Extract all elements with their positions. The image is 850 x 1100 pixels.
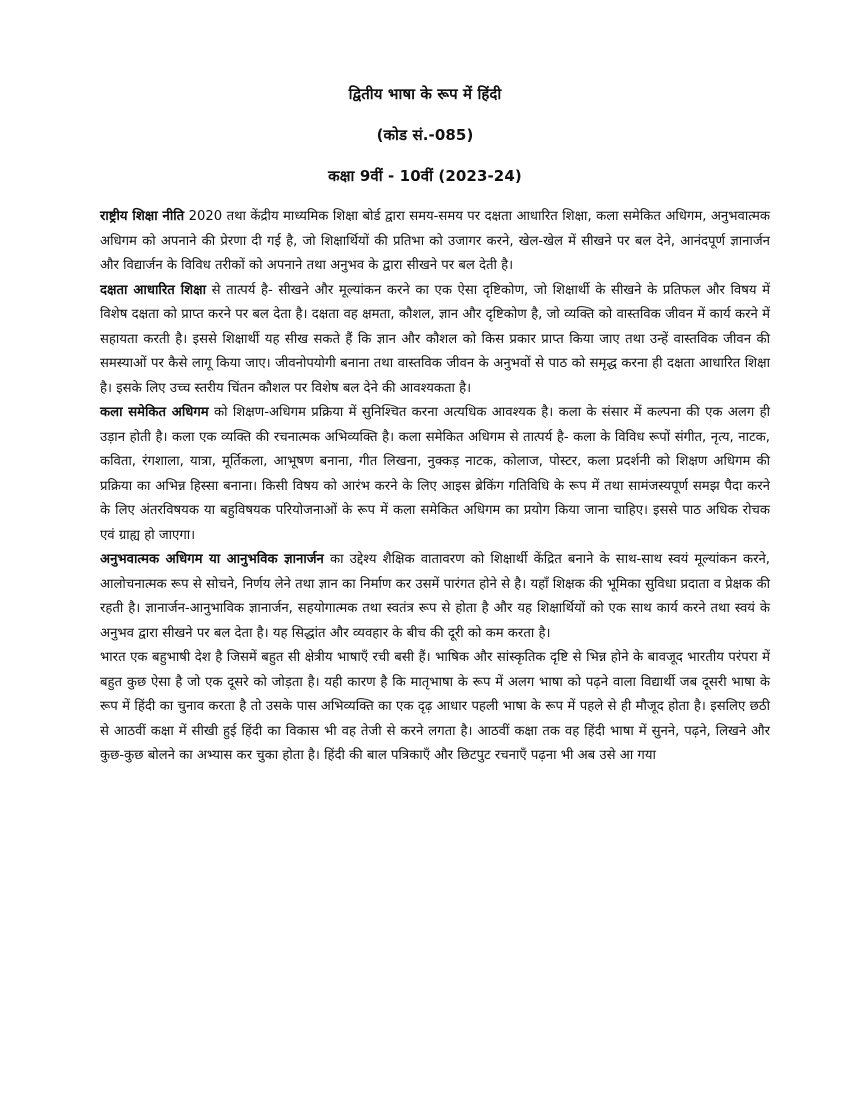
paragraph-lead: अनुभवात्मक अधिगम या आनुभविक ज्ञानार्जन (100, 552, 324, 567)
paragraph-art-integrated (100, 401, 770, 548)
document-body (100, 205, 770, 769)
paragraph-competency-based (100, 279, 770, 402)
paragraph-text: का उद्देश्य शैक्षिक वातावरण को शिक्षार्थी केंद्रित बनाने के साथ-साथ स्वयं मूल्यांकन करने, आलोचनात्मक रूप से सोचने, निर्णय लेने तथा ज्ञान का निर्माण कर उसमें पारंगत होने से है। यहाँ शिक्षक की भूमिका सुविधा प्रदाता व प्रेक्षक की रहती है। ज्ञानार्जन-आनुभाविक ज्ञानार्जन, सहयोगात्मक तथा स्वतंत्र रूप से होता है और यह शिक्षार्थियों को एक साथ कार्य करने तथा स्वयं के अनुभव द्वारा सीखने पर बल देता है। यह सिद्धांत और व्यवहार के बीच की दूरी को कम करता है। (100, 552, 770, 641)
paragraph-lead: दक्षता आधारित शिक्षा (100, 282, 206, 298)
paragraph-text: 2020 तथा केंद्रीय माध्यमिक शिक्षा बोर्ड द्वारा समय-समय पर दक्षता आधारित शिक्षा, कला समेकित अधिगम, अनुभवात्मक अधिगम को अपनाने की प्रेरणा दी गई है, जो शिक्षार्थियों की प्रतिभा को उजागर करने, खेल-खेल में सीखने पर बल देने, आनंदपूर्ण ज्ञानार्जन और विद्यार्जन के विविध तरीकों को अपनाने तथा अनुभव के द्वारा सीखने पर बल देती है। (100, 209, 770, 273)
paragraph-text: से तात्पर्य है- सीखने और मूल्यांकन करने का एक ऐसा दृष्टिकोण, जो शिक्षार्थी के सीखने के प्रतिफल और विषय में विशेष दक्षता को प्राप्त करने पर बल देता है। दक्षता वह क्षमता, कौशल, ज्ञान और दृष्टिकोण है, जो व्यक्ति को वास्तविक जीवन में कार्य करने में सहायता करती है। इससे शिक्षार्थी यह सीख सकते हैं कि ज्ञान और कौशल को किस प्रकार प्राप्त किया जाए तथा उन्हें वास्तविक जीवन की समस्याओं पर कैसे लागू किया जाए। जीवनोपयोगी बनाना तथा वास्तविक जीवन के अनुभवों से पाठ को समृद्ध करना ही दक्षता आधारित शिक्षा है। इसके लिए उच्च स्तरीय चिंतन कौशल पर विशेष बल देने की आवश्यकता है। (100, 282, 770, 396)
paragraph-text: को शिक्षण-अधिगम प्रक्रिया में सुनिश्चित करना अत्यधिक आवश्यक है। कला के संसार में कल्पना की एक अलग ही उड़ान होती है। कला एक व्यक्ति की रचनात्मक अभिव्यक्ति है। कला समेकित अधिगम से तात्पर्य है- कला के विविध रूपों संगीत, नृत्य, नाटक, कविता, रंगशाला, यात्रा, मूर्तिकला, आभूषण बनाना, गीत लिखना, नुक्कड़ नाटक, कोलाज, पोस्टर, कला प्रदर्शनी को शिक्षण अधिगम की प्रक्रिया का अभिन्न हिस्सा बनाना। किसी विषय को आरंभ करने के लिए आइस ब्रेकिंग गतिविधि के रूप में तथा सामंजस्यपूर्ण समझ पैदा करने के लिए अंतरविषयक या बहुविषयक परियोजनाओं के रूप में कला समेकित अधिगम का प्रयोग किया जाना चाहिए। इससे पाठ अधिक रोचक एवं ग्राह्य हो जाएगा। (100, 405, 771, 543)
paragraph-text: भारत एक बहुभाषी देश है जिसमें बहुत सी क्षेत्रीय भाषाएँ रची बसी हैं। भाषिक और सांस्कृतिक दृष्टि से भिन्न होने के बावजूद भारतीय परंपरा में बहुत कुछ ऐसा है जो एक दूसरे को जोड़ता है। यही कारण है कि मातृभाषा के रूप में अलग भाषा को पढ़ने वाला विद्यार्थी जब दूसरी भाषा के रूप में हिंदी का चुनाव करता है तो उसके पास अभिव्यक्ति का एक दृढ़ आधार पहली भाषा के रूप में पहले से ही मौजूद होता है। इसलिए छठी से आठवीं कक्षा में सीखी हुई हिंदी का विकास भी वह तेजी से करने लगता है। आठवीं कक्षा तक वह हिंदी भाषा में सुनने, पढ़ने, लिखने और कुछ-कुछ बोलने का अभ्यास कर चुका होता है। हिंदी की बाल पत्रिकाएँ और छिटपुट रचनाएँ पढ़ना भी अब उसे आ गया (100, 650, 770, 763)
paragraph-experiential (100, 548, 770, 646)
class-year-line: कक्षा 9वीं - 10वीं (2023-24) (328, 167, 522, 185)
document-title: द्वितीय भाषा के रूप में हिंदी (348, 85, 502, 103)
subject-code: (कोड सं.-085) (376, 126, 474, 144)
paragraph-lead: कला समेकित अधिगम (100, 405, 209, 420)
paragraph-lead: राष्ट्रीय शिक्षा नीति (100, 209, 185, 224)
paragraph-multilingual (100, 646, 770, 769)
paragraph-nep (100, 205, 770, 279)
